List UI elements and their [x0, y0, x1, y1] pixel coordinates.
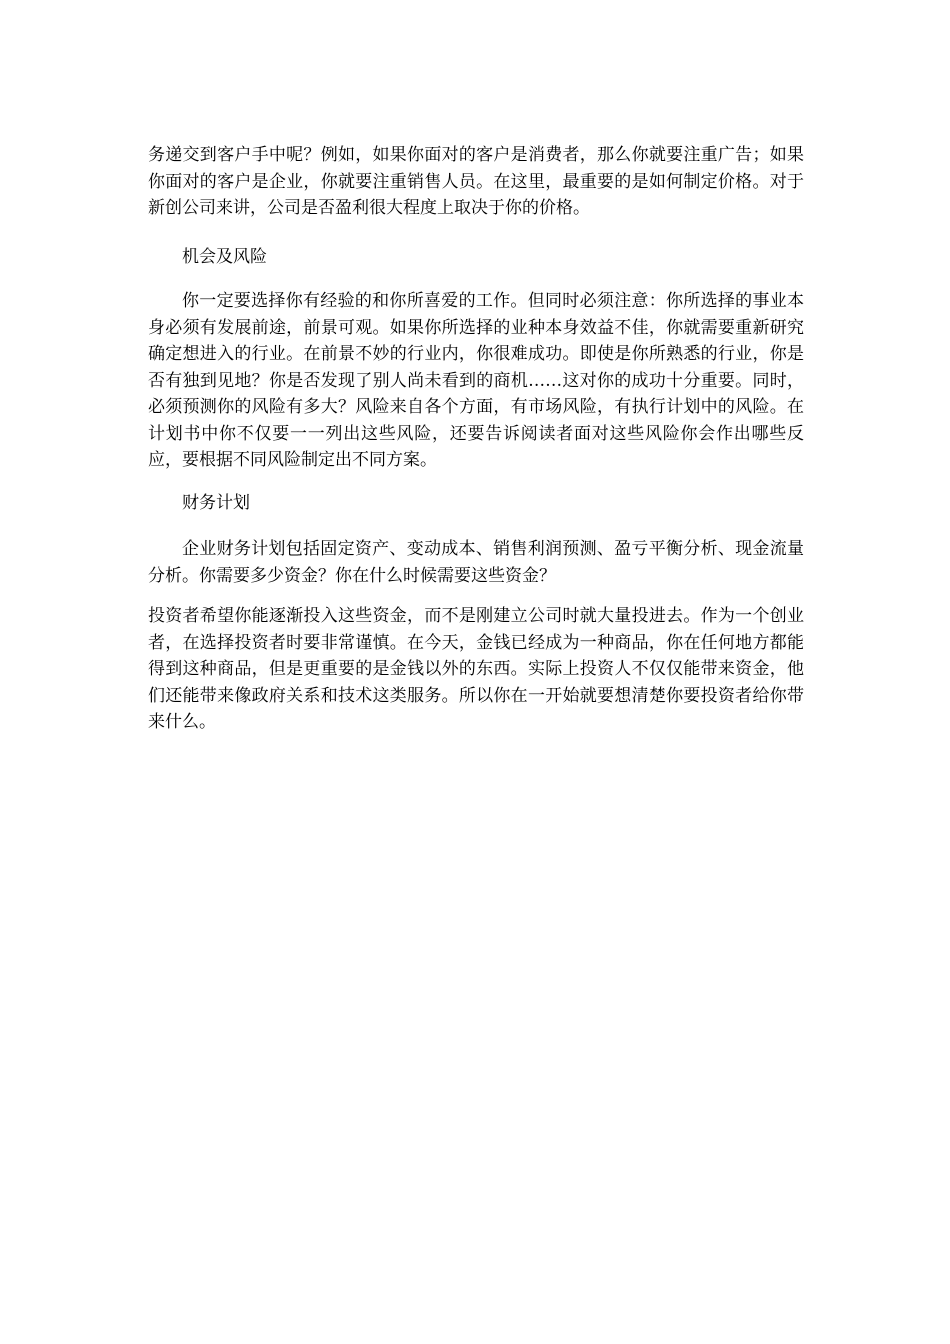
paragraph-pricing: 务递交到客户手中呢？例如，如果你面对的客户是消费者，那么你就要注重广告；如果你面对的客户是企业，你就要注重销售人员。在这里，最重要的是如何制定价格。对于新创公司来讲，公司是否盈利很大程度上取决于你的价格。 — [148, 145, 804, 218]
paragraph-financial-plan: 企业财务计划包括固定资产、变动成本、销售利润预测、盈亏平衡分析、现金流量分析。你需要多少资金？你在什么时候需要这些资金？ — [148, 539, 804, 586]
heading-opportunity-risk: 机会及风险 — [182, 247, 267, 267]
paragraph-investors: 投资者希望你能逐渐投入这些资金，而不是刚建立公司时就大量投进去。作为一个创业者，在选择投资者时要非常谨慎。在今天，金钱已经成为一种商品，你在任何地方都能得到这种商品，但是更重要的是金钱以外的东西。实际上投资人不仅仅能带来资金，他们还能带来像政府关系和技术这类服务。所以你在一开始就要想清楚你要投资者给你带来什么。 — [148, 606, 804, 732]
paragraph-opportunity-risk: 你一定要选择你有经验的和你所喜爱的工作。但同时必须注意：你所选择的事业本身必须有发展前途，前景可观。如果你所选择的业种本身效益不佳，你就需要重新研究确定想进入的行业。在前景不妙的行业内，你很难成功。即使是你所熟悉的行业，你是否有独到见地？你是否发现了别人尚未看到的商机……这对你的成功十分重要。同时，必须预测你的风险有多大？风险来自各个方面，有市场风险，有执行计划中的风险。在计划书中你不仅要一一列出这些风险，还要告诉阅读者面对这些风险你会作出哪些反应，要根据不同风险制定出不同方案。 — [148, 291, 804, 470]
heading-financial-plan: 财务计划 — [182, 493, 250, 513]
